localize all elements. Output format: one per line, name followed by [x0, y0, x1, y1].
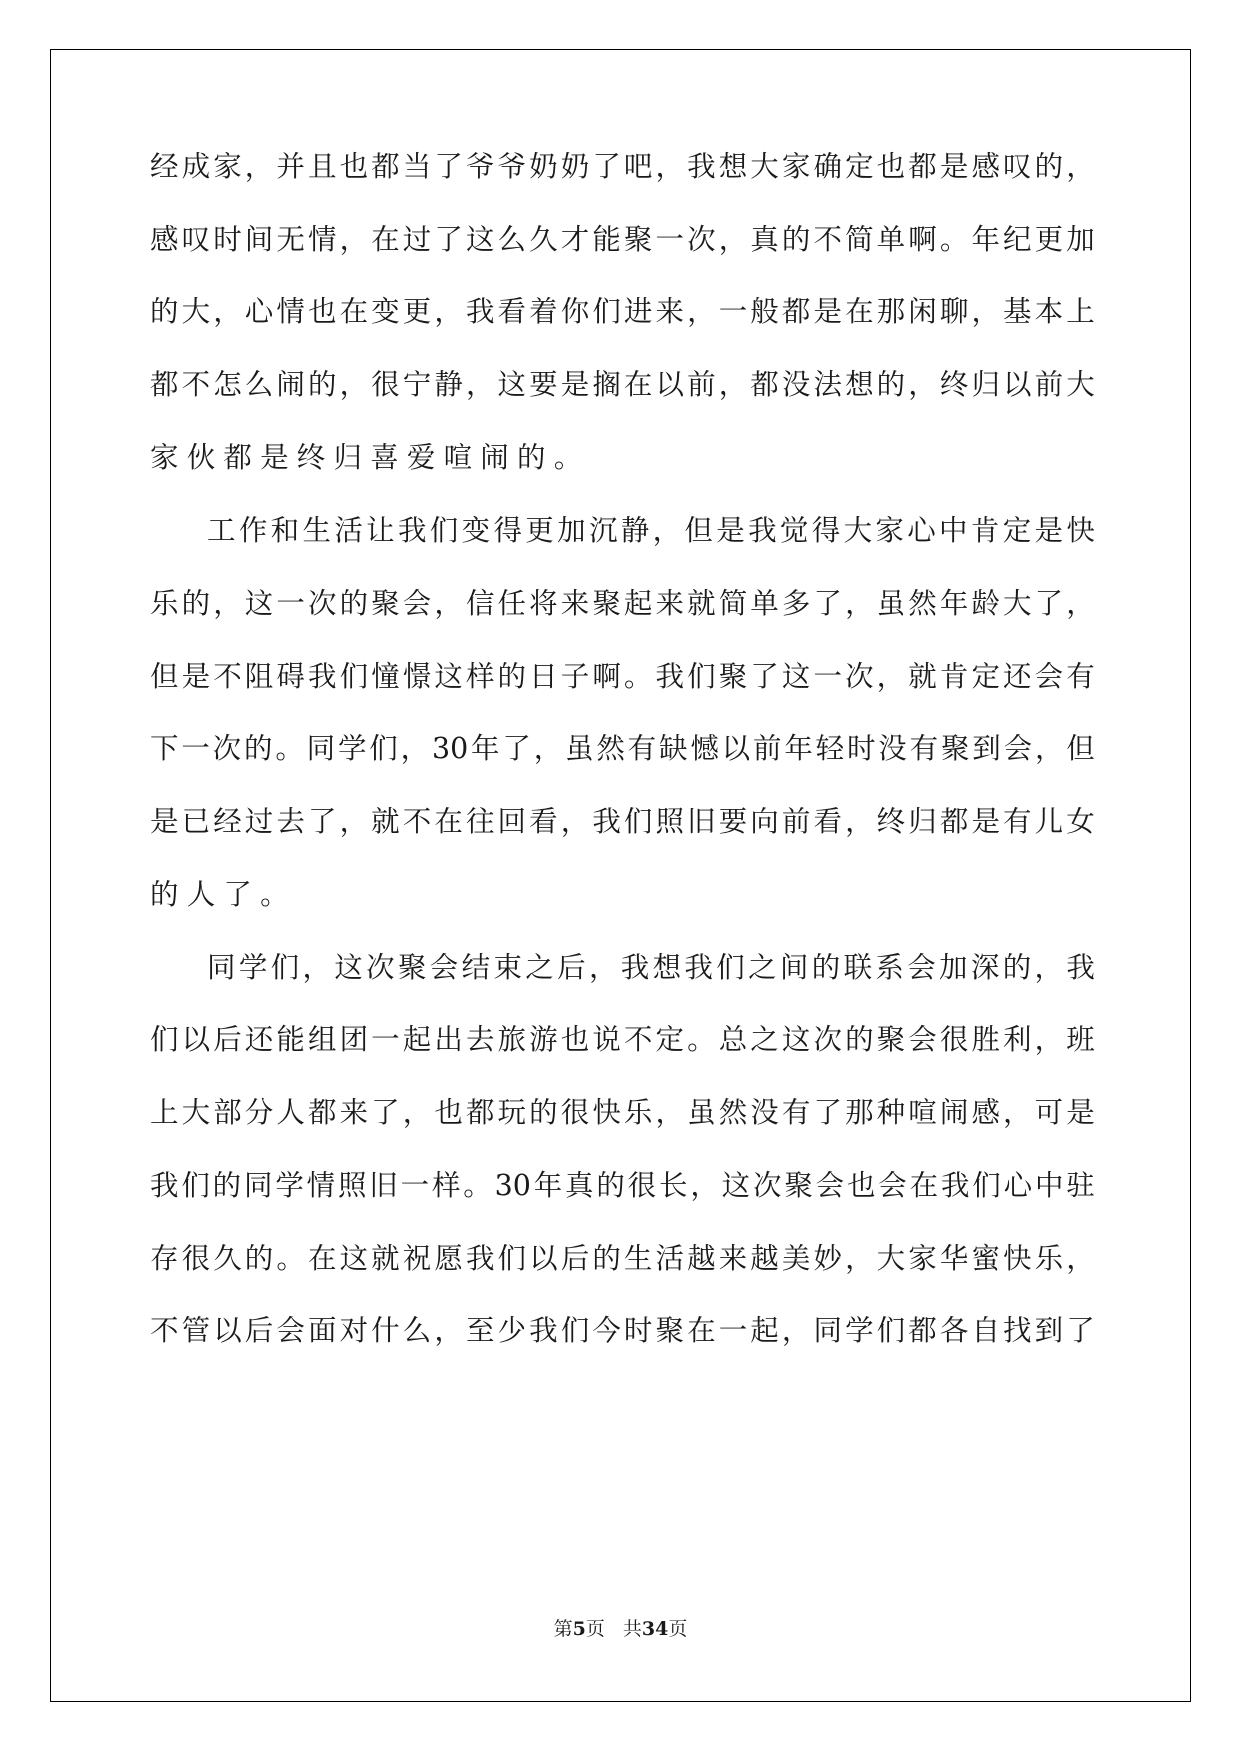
text-line: 经 成 家 ， 并 且 也 都 当 了 爷 爷 奶 奶 了 吧 ， 我 想 大 家 确 定 也 都 是 感 叹 的 ，	[150, 150, 1095, 183]
page-footer	[0, 1614, 1241, 1641]
text-line: 工 作 和 生 活 让 我 们 变 得 更 加 沉 静 ， 但 是 我 觉 得 大 家 心 中 肯 定 是 快	[207, 514, 1095, 547]
footer-page-prefix: 第	[553, 1618, 573, 1640]
text-line: 是 已 经 过 去 了 ， 就 不 在 往 回 看 ， 我 们 照 旧 要 向 前 看 ， 终 归 都 是 有 儿 女	[150, 805, 1095, 838]
text-line: 的 大 ， 心 情 也 在 变 更 ， 我 看 着 你 们 进 来 ， 一 般 都 是 在 那 闲 聊 ， 基 本 上	[150, 295, 1095, 328]
text-line: 家伙都是终归喜爱喧闹的。	[150, 441, 591, 474]
text-line: 我 们 的 同 学 情 照 旧 一 样 。 30 年 真 的 很 长 ， 这 次 聚 会 也 会 在 我 们 心 中 驻	[150, 1169, 1095, 1202]
text-line: 同 学 们 ， 这 次 聚 会 结 束 之 后 ， 我 想 我 们 之 间 的 联 系 会 加 深 的 ， 我	[207, 951, 1095, 984]
text-line: 的人了。	[150, 878, 297, 911]
footer-total-prefix: 共	[622, 1618, 642, 1640]
text-line: 都 不 怎 么 闹 的 ， 很 宁 静 ， 这 要 是 搁 在 以 前 ， 都 没 法 想 的 ， 终 归 以 前 大	[150, 368, 1095, 401]
text-line: 但 是 不 阻 碍 我 们 憧 憬 这 样 的 日 子 啊 。 我 们 聚 了 这 一 次 ， 就 肯 定 还 会 有	[150, 660, 1095, 693]
footer-page-suffix: 页	[585, 1618, 605, 1640]
footer-page-number: 5	[572, 1618, 586, 1640]
text-line: 乐 的 ， 这 一 次 的 聚 会 ， 信 任 将 来 聚 起 来 就 简 单 多 了 ， 虽 然 年 龄 大 了 ，	[150, 587, 1095, 620]
text-line: 上 大 部 分 人 都 来 了 ， 也 都 玩 的 很 快 乐 ， 虽 然 没 有 了 那 种 喧 闹 感 ， 可 是	[150, 1096, 1095, 1129]
footer-total-pages: 34	[641, 1618, 669, 1640]
text-line: 感 叹 时 间 无 情 ， 在 过 了 这 么 久 才 能 聚 一 次 ， 真 的 不 简 单 啊 。 年 纪 更 加	[150, 223, 1095, 256]
text-line: 不 管 以 后 会 面 对 什 么 ， 至 少 我 们 今 时 聚 在 一 起 ， 同 学 们 都 各 自 找 到 了	[150, 1314, 1095, 1347]
text-line: 下 一 次 的 。 同 学 们 ， 30 年 了 ， 虽 然 有 缺 憾 以 前 年 轻 时 没 有 聚 到 会 ， 但	[150, 732, 1095, 765]
text-line: 们 以 后 还 能 组 团 一 起 出 去 旅 游 也 说 不 定 。 总 之 这 次 的 聚 会 很 胜 利 ， 班	[150, 1023, 1095, 1056]
footer-total-suffix: 页	[668, 1618, 688, 1640]
text-line: 存 很 久 的 。 在 这 就 祝 愿 我 们 以 后 的 生 活 越 来 越 美 妙 ， 大 家 华 蜜 快 乐 ，	[150, 1242, 1095, 1275]
